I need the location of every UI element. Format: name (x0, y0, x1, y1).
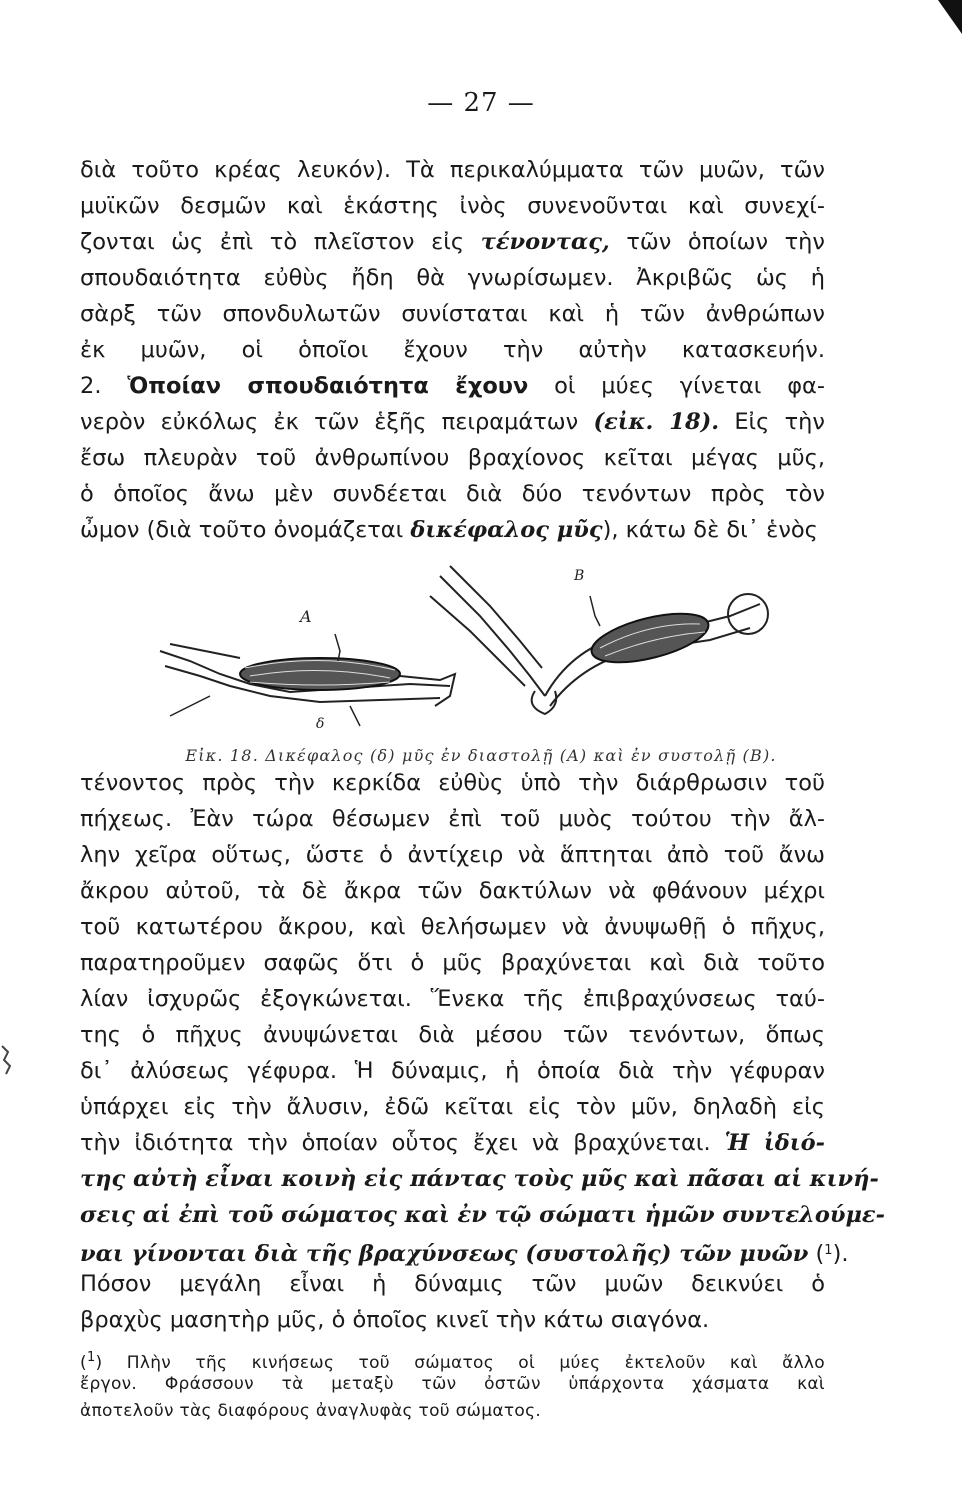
paragraph-intro (80, 152, 825, 548)
text-run: Ὁποίαν σπουδαιότητα ἔχουν (127, 373, 529, 399)
text-line (80, 1161, 879, 1197)
text-run: ἄκρου αὐτοῦ, τὰ δὲ ἄκρα τῶν δακτύλων νὰ φθάνουν μέχρι (80, 878, 825, 904)
text-run: 2. (80, 373, 128, 399)
text-run: ναι γίνονται διὰ τῆς βραχύνσεως (συστολῆς) τῶν μυῶν (80, 1241, 809, 1267)
text-line (80, 440, 825, 476)
text-run: τοῦ κατωτέρου ἄκρου, καὶ θελήσωμεν νὰ ἀνυψωθῇ ὁ πῆχυς, (80, 914, 825, 940)
text-run: ), κάτω δὲ δι᾿ ἑνὸς (602, 517, 818, 543)
biceps-illustration (150, 556, 790, 746)
text-run: σπουδαιότητα εὐθὺς ἤδη θὰ γνωρίσωμεν. Ἀκριβῶς ὡς ἡ (80, 265, 825, 291)
text-run: μυϊκῶν δεσμῶν καὶ ἑκάστης ἰνὸς συνενοῦνται καὶ συνεχί- (80, 193, 825, 219)
text-line (80, 1302, 825, 1338)
text-line (80, 1398, 825, 1425)
text-line (80, 981, 825, 1017)
text-run: της αὐτὴ εἶναι κοινὴ εἰς πάντας τοὺς μῦς καὶ πᾶσαι αἱ κινή- (80, 1166, 879, 1192)
text-line (80, 1371, 825, 1398)
text-line (80, 1344, 825, 1371)
scan-margin-mark (0, 1040, 24, 1080)
paragraph-masseter (80, 1266, 825, 1338)
text-line (80, 765, 825, 801)
text-line (80, 512, 825, 548)
text-run: ἔργον. Φράσσουν τὰ μεταξὺ τῶν ὀστῶν ὑπάρχοντα χάσματα καὶ (80, 1374, 825, 1394)
text-line (80, 332, 825, 368)
text-run: νερὸν εὐκόλως ἐκ τῶν ἑξῆς πειραμάτων (80, 409, 594, 435)
text-run: βραχὺς μασητὴρ μῦς, ὁ ὁποῖος κινεῖ τὴν κάτω σιαγόνα. (80, 1307, 710, 1333)
arm-extended-drawing (160, 634, 455, 726)
text-line (80, 1089, 825, 1125)
text-line (80, 1125, 825, 1161)
text-run: ( (808, 1241, 825, 1267)
paragraph-experiment (80, 765, 885, 1269)
text-run: λην χεῖρα οὕτως, ὥστε ὁ ἀντίχειρ νὰ ἅπτηται ἀπὸ τοῦ ἄνω (80, 842, 825, 868)
text-run: της ὁ πῆχυς ἀνυψώνεται διὰ μέσου τῶν τενόντων, ὅπως (80, 1022, 825, 1048)
text-line (80, 1017, 825, 1053)
text-line (80, 188, 825, 224)
text-line (80, 1266, 825, 1302)
figure-caption: Εἰκ. 18. Δικέφαλος (δ) μῦς ἐν διαστολῇ (Α) καὶ ἐν συστολῇ (Β). (185, 746, 777, 765)
text-line (80, 476, 825, 512)
text-run: ). (832, 1241, 849, 1267)
text-line (80, 873, 825, 909)
figure-label-d: δ (316, 716, 325, 732)
figure-biceps-muscle (150, 556, 790, 746)
text-line (80, 945, 825, 981)
text-line (80, 404, 825, 440)
text-run: Πόσον μεγάλη εἶναι ἡ δύναμις τῶν μυῶν δεικνύει ὁ (80, 1271, 825, 1297)
text-run: πήχεως. Ἐὰν τώρα θέσωμεν ἐπὶ τοῦ μυὸς τούτου τὴν ἄλ- (80, 806, 825, 832)
text-run: ὑπάρχει εἰς τὴν ἄλυσιν, ἐδῶ κεῖται εἰς τὸν μῦν, δηλαδὴ εἰς (80, 1094, 825, 1120)
text-line (80, 152, 825, 188)
text-run: δικέφαλος μῦς (410, 517, 603, 543)
text-run: τένοντας, (480, 229, 610, 255)
text-run: ἐκ μυῶν, οἱ ὁποῖοι ἔχουν τὴν αὐτὴν κατασκευήν. (80, 337, 825, 363)
text-line (80, 1053, 825, 1089)
text-line (80, 224, 825, 260)
text-run: ὁ ὁποῖος ἄνω μὲν συνδέεται διὰ δύο τενόντων πρὸς τὸν (80, 481, 825, 507)
text-run: σεις αἱ ἐπὶ τοῦ σώματος καὶ ἐν τῷ σώματι ἡμῶν συντελούμε- (80, 1202, 885, 1228)
text-run: Ἡ ἰδιό- (724, 1130, 825, 1156)
text-run: δι᾿ ἀλύσεως γέφυρα. Ἡ δύναμις, ἡ ὁποία διὰ τὴν γέφυραν (80, 1058, 825, 1084)
text-run: διὰ τοῦτο κρέας λευκόν). Τὰ περικαλύμματα τῶν μυῶν, τῶν (80, 157, 825, 183)
text-run: ζονται ὡς ἐπὶ τὸ πλεῖστον εἰς (80, 229, 481, 255)
text-line (80, 1233, 849, 1269)
page-number: — 27 — (427, 88, 535, 118)
figure-label-a: A (300, 607, 312, 626)
text-line (80, 296, 825, 332)
text-line (80, 801, 825, 837)
scan-edge-shadow (938, 0, 962, 34)
text-run: 1 (86, 1350, 96, 1365)
text-line (80, 1197, 885, 1233)
figure-label-b: B (574, 568, 585, 584)
text-run: ὦμον (διὰ τοῦτο ὀνομάζεται (80, 517, 411, 543)
text-run: ) Πλὴν τῆς κινήσεως τοῦ σώματος οἱ μύες ἐκτελοῦν καὶ ἄλλο (95, 1353, 825, 1373)
text-run: σὰρξ τῶν σπονδυλωτῶν συνίσταται καὶ ἡ τῶν ἀνθρώπων (80, 301, 825, 327)
arm-flexed-drawing (430, 566, 768, 714)
text-run: τῶν ὁποίων τὴν (609, 229, 826, 255)
text-line (80, 260, 825, 296)
footnote (80, 1344, 825, 1425)
text-run: ἔσω πλευρὰν τοῦ ἀνθρωπίνου βραχίονος κεῖται μέγας μῦς, (80, 445, 825, 471)
text-run: Εἰς τὴν (719, 409, 825, 435)
text-run: ἀποτελοῦν τὰς διαφόρους ἀναγλυφὰς τοῦ σώματος. (80, 1401, 542, 1421)
text-run: λίαν ἰσχυρῶς ἐξογκώνεται. Ἕνεκα τῆς ἐπιβραχύνσεως ταύ- (80, 986, 825, 1012)
text-run: τὴν ἰδιότητα τὴν ὁποίαν οὗτος ἔχει νὰ βραχύνεται. (80, 1130, 725, 1156)
text-line (80, 837, 825, 873)
text-run: παρατηροῦμεν σαφῶς ὅτι ὁ μῦς βραχύνεται καὶ διὰ τοῦτο (80, 950, 825, 976)
text-run: οἱ μύες γίνεται φα- (528, 373, 825, 399)
text-run: (εἰκ. 18). (593, 409, 720, 435)
text-line (80, 909, 825, 945)
text-line (80, 368, 825, 404)
text-run: ( (80, 1353, 87, 1373)
text-run: 1 (824, 1243, 833, 1258)
text-run: τένοντος πρὸς τὴν κερκίδα εὐθὺς ὑπὸ τὴν διάρθρωσιν τοῦ (80, 770, 825, 796)
